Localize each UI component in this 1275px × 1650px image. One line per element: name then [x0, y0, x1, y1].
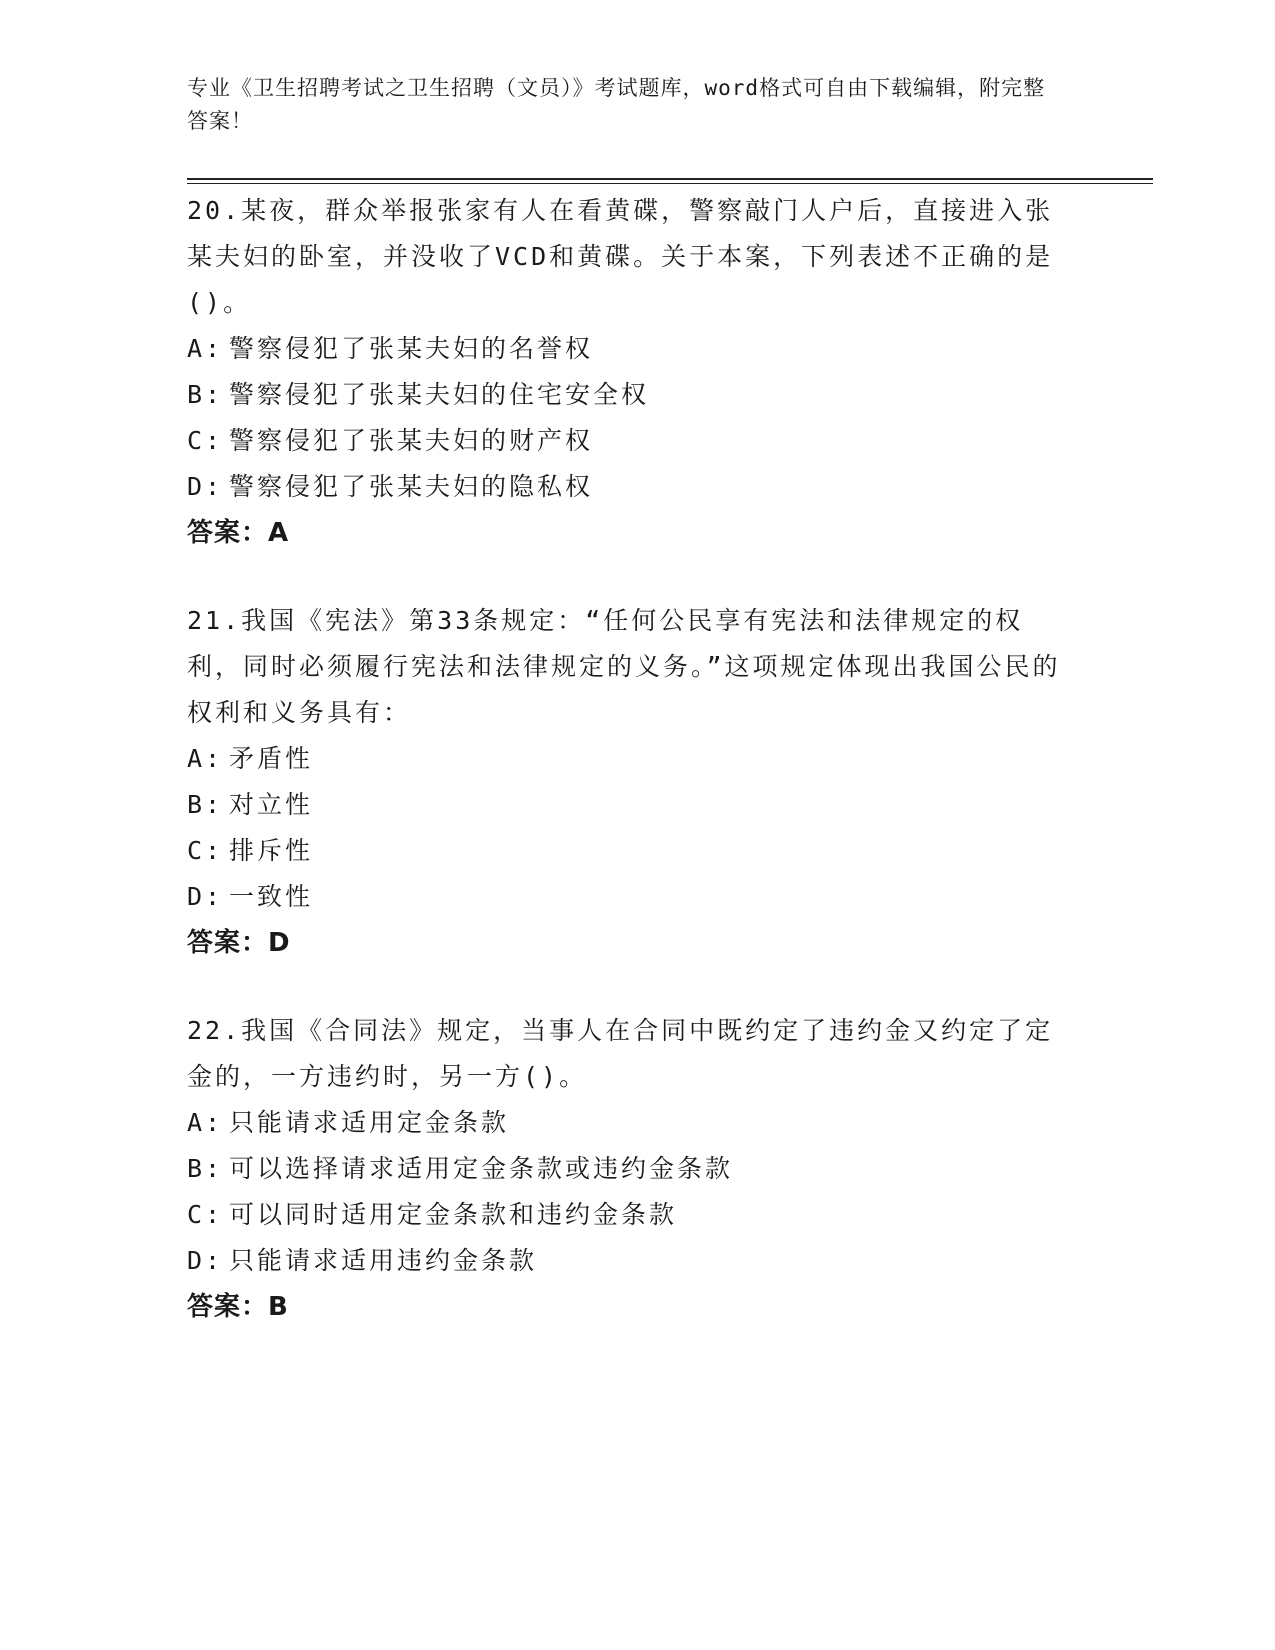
question-21 — [187, 598, 1077, 966]
option-text: 对立性 — [229, 790, 314, 819]
question-22 — [187, 1008, 1077, 1330]
question-text: 20.某夜，群众举报张家有人在看黄碟，警察敲门人户后，直接进入张某夫妇的卧室，并没收了VCD和黄碟。关于本案，下列表述不正确的是()。 — [187, 196, 1054, 317]
option-key: C: — [187, 426, 224, 455]
option-b — [187, 1146, 1077, 1192]
header-rule-thin — [187, 183, 1153, 184]
option-text: 只能请求适用定金条款 — [229, 1108, 510, 1137]
question-text: 21.我国《宪法》第33条规定：“任何公民享有宪法和法律规定的权利，同时必须履行宪法和法律规定的义务。”这项规定体现出我国公民的权利和义务具有： — [187, 606, 1061, 727]
option-text: 可以选择请求适用定金条款或违约金条款 — [229, 1154, 734, 1183]
option-key: B: — [187, 1154, 224, 1183]
option-text: 排斥性 — [229, 836, 314, 865]
header-rule-thick — [187, 178, 1153, 180]
option-key: B: — [187, 380, 224, 409]
option-text: 矛盾性 — [229, 744, 314, 773]
option-key: D: — [187, 472, 224, 501]
option-b — [187, 782, 1077, 828]
option-key: A: — [187, 334, 224, 363]
option-key: A: — [187, 1108, 224, 1137]
option-d — [187, 874, 1077, 920]
option-a — [187, 1100, 1077, 1146]
option-d — [187, 464, 1077, 510]
option-key: B: — [187, 790, 224, 819]
option-text: 一致性 — [229, 882, 314, 911]
question-20 — [187, 188, 1077, 556]
answer: 答案：D — [187, 928, 291, 958]
option-c — [187, 418, 1077, 464]
option-text: 警察侵犯了张某夫妇的名誉权 — [229, 334, 594, 363]
document-header: 专业《卫生招聘考试之卫生招聘（文员）》考试题库，word格式可自由下载编辑，附完整答案！ — [187, 76, 1046, 133]
option-key: D: — [187, 1246, 224, 1275]
option-a — [187, 736, 1077, 782]
option-text: 警察侵犯了张某夫妇的住宅安全权 — [229, 380, 650, 409]
option-c — [187, 1192, 1077, 1238]
option-key: D: — [187, 882, 224, 911]
option-text: 警察侵犯了张某夫妇的财产权 — [229, 426, 594, 455]
option-key: C: — [187, 836, 224, 865]
option-c — [187, 828, 1077, 874]
option-text: 警察侵犯了张某夫妇的隐私权 — [229, 472, 594, 501]
option-key: C: — [187, 1200, 224, 1229]
option-text: 可以同时适用定金条款和违约金条款 — [229, 1200, 678, 1229]
question-text: 22.我国《合同法》规定，当事人在合同中既约定了违约金又约定了定金的，一方违约时，另一方()。 — [187, 1016, 1054, 1091]
option-a — [187, 326, 1077, 372]
answer: 答案：B — [187, 1292, 289, 1322]
option-b — [187, 372, 1077, 418]
option-text: 只能请求适用违约金条款 — [229, 1246, 538, 1275]
option-key: A: — [187, 744, 224, 773]
option-d — [187, 1238, 1077, 1284]
answer: 答案：A — [187, 518, 290, 548]
